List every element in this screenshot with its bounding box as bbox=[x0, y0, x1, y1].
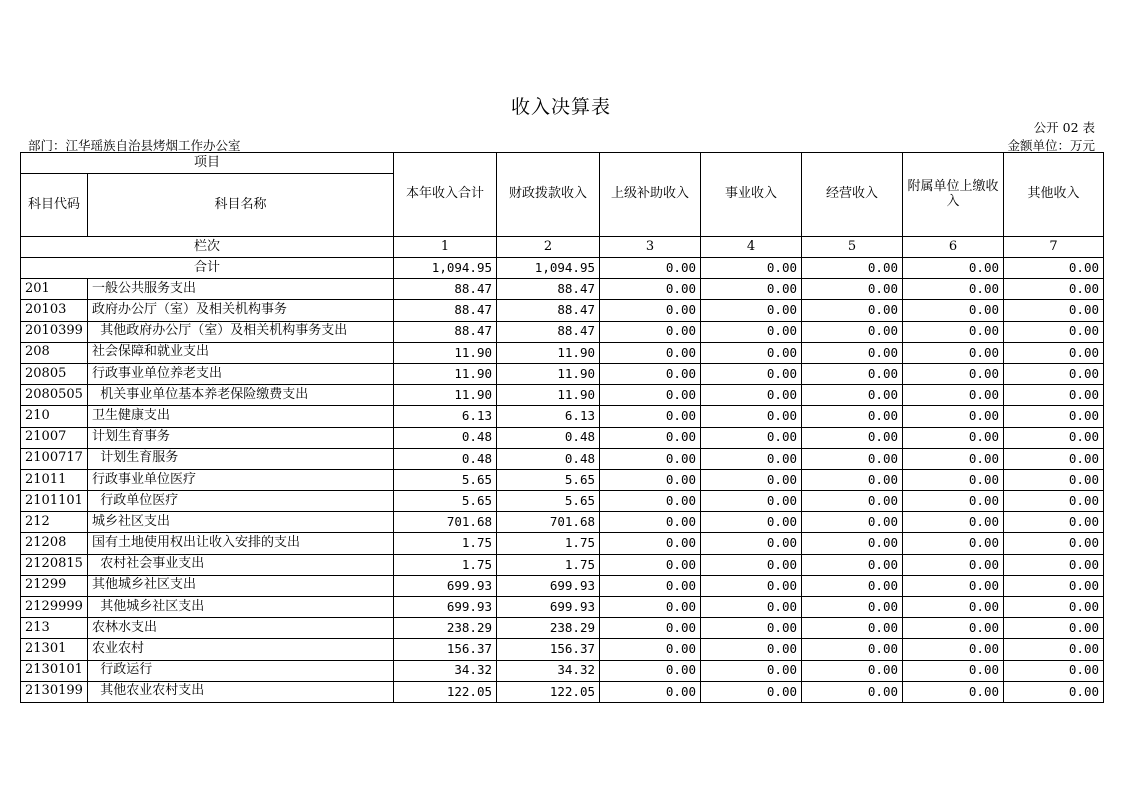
amount-cell: 6.13 bbox=[497, 406, 600, 427]
project-header: 项目 bbox=[21, 153, 394, 174]
subject-name: 其他城乡社区支出 bbox=[88, 597, 394, 618]
amount-cell: 122.05 bbox=[394, 681, 497, 702]
subject-code: 2100717 bbox=[21, 448, 88, 469]
amount-cell: 0.00 bbox=[701, 342, 802, 363]
code-header: 科目代码 bbox=[21, 174, 88, 237]
table-row bbox=[21, 491, 1104, 512]
table-row bbox=[21, 448, 1104, 469]
total-label: 合计 bbox=[21, 258, 394, 279]
subject-code: 21299 bbox=[21, 575, 88, 596]
amount-cell: 0.00 bbox=[701, 300, 802, 321]
subject-name: 计划生育事务 bbox=[88, 427, 394, 448]
amount-cell: 0.00 bbox=[701, 554, 802, 575]
amount-cell: 0.00 bbox=[1004, 448, 1104, 469]
amount-cell: 0.00 bbox=[802, 300, 903, 321]
amount-cell: 11.90 bbox=[394, 385, 497, 406]
amount-cell: 0.00 bbox=[903, 597, 1004, 618]
table-row bbox=[21, 300, 1104, 321]
amount-cell: 0.00 bbox=[802, 618, 903, 639]
amount-cell: 0.00 bbox=[802, 427, 903, 448]
subject-code: 213 bbox=[21, 618, 88, 639]
amount-cell: 0.00 bbox=[701, 512, 802, 533]
subject-code: 2080505 bbox=[21, 385, 88, 406]
total-value: 0.00 bbox=[600, 258, 701, 279]
subject-name: 社会保障和就业支出 bbox=[88, 342, 394, 363]
amount-cell: 0.00 bbox=[903, 639, 1004, 660]
amount-cell: 0.00 bbox=[701, 427, 802, 448]
table-row bbox=[21, 385, 1104, 406]
amount-cell: 0.00 bbox=[600, 575, 701, 596]
total-value: 0.00 bbox=[802, 258, 903, 279]
table-row bbox=[21, 533, 1104, 554]
subject-code: 20103 bbox=[21, 300, 88, 321]
amount-cell: 0.00 bbox=[802, 575, 903, 596]
subject-name: 其他城乡社区支出 bbox=[88, 575, 394, 596]
col-header-3: 上级补助收入 bbox=[600, 153, 701, 237]
amount-cell: 0.00 bbox=[802, 342, 903, 363]
amount-cell: 0.00 bbox=[802, 597, 903, 618]
amount-cell: 0.00 bbox=[600, 279, 701, 300]
amount-cell: 0.00 bbox=[903, 512, 1004, 533]
amount-cell: 0.00 bbox=[802, 512, 903, 533]
amount-cell: 0.00 bbox=[701, 279, 802, 300]
amount-cell: 0.00 bbox=[701, 491, 802, 512]
subject-code: 2129999 bbox=[21, 597, 88, 618]
amount-cell: 699.93 bbox=[394, 575, 497, 596]
total-value: 0.00 bbox=[903, 258, 1004, 279]
table-row bbox=[21, 575, 1104, 596]
subject-name: 行政事业单位医疗 bbox=[88, 469, 394, 490]
amount-cell: 11.90 bbox=[497, 385, 600, 406]
col-header-4: 事业收入 bbox=[701, 153, 802, 237]
table-row bbox=[21, 342, 1104, 363]
table-row bbox=[21, 406, 1104, 427]
amount-cell: 0.00 bbox=[802, 681, 903, 702]
amount-cell: 0.00 bbox=[903, 469, 1004, 490]
total-row bbox=[21, 258, 1104, 279]
amount-cell: 0.00 bbox=[903, 660, 1004, 681]
subject-name: 其他政府办公厅（室）及相关机构事务支出 bbox=[88, 321, 394, 342]
amount-cell: 0.00 bbox=[903, 321, 1004, 342]
amount-cell: 0.00 bbox=[802, 639, 903, 660]
subject-name: 行政单位医疗 bbox=[88, 491, 394, 512]
subject-code: 20805 bbox=[21, 363, 88, 384]
department-label: 部门：江华瑶族自治县烤烟工作办公室 bbox=[28, 138, 241, 153]
subject-code: 2120815 bbox=[21, 554, 88, 575]
amount-cell: 0.00 bbox=[1004, 660, 1104, 681]
amount-cell: 11.90 bbox=[394, 342, 497, 363]
amount-cell: 0.00 bbox=[1004, 321, 1104, 342]
subject-name: 其他农业农村支出 bbox=[88, 681, 394, 702]
amount-cell: 0.00 bbox=[903, 533, 1004, 554]
amount-cell: 0.00 bbox=[600, 554, 701, 575]
amount-cell: 238.29 bbox=[497, 618, 600, 639]
amount-cell: 0.00 bbox=[701, 406, 802, 427]
column-number: 7 bbox=[1004, 237, 1104, 258]
column-number: 2 bbox=[497, 237, 600, 258]
amount-cell: 0.00 bbox=[903, 279, 1004, 300]
subject-code: 201 bbox=[21, 279, 88, 300]
amount-cell: 0.00 bbox=[1004, 469, 1104, 490]
amount-cell: 0.00 bbox=[903, 427, 1004, 448]
total-value: 1,094.95 bbox=[394, 258, 497, 279]
amount-cell: 0.00 bbox=[903, 448, 1004, 469]
amount-cell: 1.75 bbox=[394, 533, 497, 554]
table-row bbox=[21, 469, 1104, 490]
amount-cell: 0.48 bbox=[497, 448, 600, 469]
amount-cell: 0.00 bbox=[600, 618, 701, 639]
amount-cell: 0.00 bbox=[1004, 512, 1104, 533]
subject-name: 农业农村 bbox=[88, 639, 394, 660]
amount-cell: 0.00 bbox=[1004, 427, 1104, 448]
amount-cell: 0.00 bbox=[1004, 533, 1104, 554]
amount-cell: 0.00 bbox=[600, 597, 701, 618]
amount-cell: 1.75 bbox=[497, 533, 600, 554]
amount-cell: 34.32 bbox=[394, 660, 497, 681]
amount-cell: 0.00 bbox=[600, 639, 701, 660]
col-header-2: 财政拨款收入 bbox=[497, 153, 600, 237]
amount-cell: 0.00 bbox=[701, 363, 802, 384]
amount-cell: 0.00 bbox=[802, 554, 903, 575]
amount-cell: 0.00 bbox=[903, 363, 1004, 384]
subject-name: 行政运行 bbox=[88, 660, 394, 681]
amount-cell: 0.00 bbox=[600, 512, 701, 533]
amount-cell: 11.90 bbox=[497, 363, 600, 384]
page-title: 收入决算表 bbox=[510, 96, 611, 118]
unit-label: 金额单位：万元 bbox=[1007, 138, 1095, 153]
amount-cell: 0.48 bbox=[394, 427, 497, 448]
amount-cell: 0.00 bbox=[600, 427, 701, 448]
amount-cell: 0.00 bbox=[600, 469, 701, 490]
table-row bbox=[21, 681, 1104, 702]
col-header-5: 经营收入 bbox=[802, 153, 903, 237]
amount-cell: 156.37 bbox=[497, 639, 600, 660]
amount-cell: 0.00 bbox=[1004, 406, 1104, 427]
amount-cell: 0.00 bbox=[1004, 681, 1104, 702]
column-number-label: 栏次 bbox=[21, 237, 394, 258]
table-row bbox=[21, 554, 1104, 575]
amount-cell: 0.00 bbox=[1004, 597, 1104, 618]
amount-cell: 0.00 bbox=[701, 448, 802, 469]
amount-cell: 0.00 bbox=[600, 363, 701, 384]
amount-cell: 5.65 bbox=[394, 469, 497, 490]
amount-cell: 0.00 bbox=[701, 533, 802, 554]
amount-cell: 0.00 bbox=[802, 491, 903, 512]
subject-code: 2130101 bbox=[21, 660, 88, 681]
amount-cell: 0.00 bbox=[802, 533, 903, 554]
amount-cell: 88.47 bbox=[497, 321, 600, 342]
amount-cell: 88.47 bbox=[394, 300, 497, 321]
amount-cell: 0.00 bbox=[903, 575, 1004, 596]
total-value: 0.00 bbox=[701, 258, 802, 279]
amount-cell: 699.93 bbox=[394, 597, 497, 618]
amount-cell: 1.75 bbox=[394, 554, 497, 575]
amount-cell: 0.48 bbox=[394, 448, 497, 469]
subject-name: 计划生育服务 bbox=[88, 448, 394, 469]
amount-cell: 0.00 bbox=[1004, 554, 1104, 575]
amount-cell: 0.00 bbox=[1004, 575, 1104, 596]
amount-cell: 5.65 bbox=[497, 469, 600, 490]
amount-cell: 0.00 bbox=[903, 618, 1004, 639]
column-number: 1 bbox=[394, 237, 497, 258]
amount-cell: 0.00 bbox=[600, 448, 701, 469]
subject-name: 卫生健康支出 bbox=[88, 406, 394, 427]
col-header-7: 其他收入 bbox=[1004, 153, 1104, 237]
column-number: 3 bbox=[600, 237, 701, 258]
amount-cell: 88.47 bbox=[497, 300, 600, 321]
amount-cell: 11.90 bbox=[497, 342, 600, 363]
amount-cell: 701.68 bbox=[497, 512, 600, 533]
amount-cell: 0.00 bbox=[802, 385, 903, 406]
subject-code: 21011 bbox=[21, 469, 88, 490]
amount-cell: 0.00 bbox=[701, 385, 802, 406]
column-number: 6 bbox=[903, 237, 1004, 258]
subject-code: 210 bbox=[21, 406, 88, 427]
amount-cell: 0.00 bbox=[802, 363, 903, 384]
amount-cell: 0.00 bbox=[701, 660, 802, 681]
subject-code: 2101101 bbox=[21, 491, 88, 512]
amount-cell: 0.00 bbox=[600, 660, 701, 681]
subject-name: 国有土地使用权出让收入安排的支出 bbox=[88, 533, 394, 554]
amount-cell: 0.00 bbox=[600, 406, 701, 427]
amount-cell: 0.00 bbox=[1004, 300, 1104, 321]
amount-cell: 0.00 bbox=[701, 618, 802, 639]
amount-cell: 0.00 bbox=[1004, 363, 1104, 384]
subject-name: 一般公共服务支出 bbox=[88, 279, 394, 300]
amount-cell: 0.00 bbox=[701, 469, 802, 490]
amount-cell: 0.00 bbox=[802, 660, 903, 681]
subject-name: 农村社会事业支出 bbox=[88, 554, 394, 575]
amount-cell: 0.00 bbox=[600, 385, 701, 406]
amount-cell: 0.00 bbox=[802, 406, 903, 427]
table-row bbox=[21, 618, 1104, 639]
amount-cell: 0.00 bbox=[802, 321, 903, 342]
table-row bbox=[21, 321, 1104, 342]
amount-cell: 0.00 bbox=[600, 681, 701, 702]
table-row bbox=[21, 597, 1104, 618]
amount-cell: 0.00 bbox=[1004, 342, 1104, 363]
amount-cell: 0.00 bbox=[1004, 618, 1104, 639]
amount-cell: 88.47 bbox=[497, 279, 600, 300]
amount-cell: 0.00 bbox=[600, 321, 701, 342]
subject-code: 21007 bbox=[21, 427, 88, 448]
amount-cell: 0.00 bbox=[903, 406, 1004, 427]
column-number: 5 bbox=[802, 237, 903, 258]
amount-cell: 11.90 bbox=[394, 363, 497, 384]
form-number: 公开 02 表 bbox=[1033, 120, 1095, 135]
amount-cell: 0.00 bbox=[600, 491, 701, 512]
subject-name: 政府办公厅（室）及相关机构事务 bbox=[88, 300, 394, 321]
amount-cell: 5.65 bbox=[497, 491, 600, 512]
amount-cell: 0.00 bbox=[701, 321, 802, 342]
subject-name: 农林水支出 bbox=[88, 618, 394, 639]
amount-cell: 0.00 bbox=[1004, 639, 1104, 660]
amount-cell: 0.00 bbox=[802, 279, 903, 300]
amount-cell: 0.00 bbox=[903, 681, 1004, 702]
amount-cell: 699.93 bbox=[497, 597, 600, 618]
total-value: 1,094.95 bbox=[497, 258, 600, 279]
amount-cell: 0.00 bbox=[903, 385, 1004, 406]
amount-cell: 1.75 bbox=[497, 554, 600, 575]
subject-code: 2010399 bbox=[21, 321, 88, 342]
amount-cell: 122.05 bbox=[497, 681, 600, 702]
amount-cell: 0.00 bbox=[701, 575, 802, 596]
amount-cell: 0.00 bbox=[701, 597, 802, 618]
amount-cell: 0.00 bbox=[600, 533, 701, 554]
table-row bbox=[21, 639, 1104, 660]
amount-cell: 0.00 bbox=[1004, 279, 1104, 300]
amount-cell: 6.13 bbox=[394, 406, 497, 427]
amount-cell: 699.93 bbox=[497, 575, 600, 596]
amount-cell: 0.00 bbox=[802, 469, 903, 490]
amount-cell: 238.29 bbox=[394, 618, 497, 639]
subject-code: 21301 bbox=[21, 639, 88, 660]
amount-cell: 0.00 bbox=[903, 491, 1004, 512]
amount-cell: 0.00 bbox=[802, 448, 903, 469]
col-header-6: 附属单位上缴收入 bbox=[903, 153, 1004, 237]
column-number: 4 bbox=[701, 237, 802, 258]
amount-cell: 0.00 bbox=[1004, 491, 1104, 512]
table-row bbox=[21, 660, 1104, 681]
amount-cell: 0.00 bbox=[1004, 385, 1104, 406]
amount-cell: 701.68 bbox=[394, 512, 497, 533]
name-header: 科目名称 bbox=[88, 174, 394, 237]
subject-name: 行政事业单位养老支出 bbox=[88, 363, 394, 384]
subject-code: 2130199 bbox=[21, 681, 88, 702]
amount-cell: 0.00 bbox=[600, 300, 701, 321]
income-table bbox=[20, 152, 1104, 703]
col-header-1: 本年收入合计 bbox=[394, 153, 497, 237]
amount-cell: 34.32 bbox=[497, 660, 600, 681]
table-row bbox=[21, 363, 1104, 384]
amount-cell: 0.00 bbox=[903, 342, 1004, 363]
table-row bbox=[21, 512, 1104, 533]
amount-cell: 0.00 bbox=[701, 681, 802, 702]
amount-cell: 0.00 bbox=[903, 554, 1004, 575]
subject-code: 21208 bbox=[21, 533, 88, 554]
amount-cell: 5.65 bbox=[394, 491, 497, 512]
subject-code: 212 bbox=[21, 512, 88, 533]
amount-cell: 88.47 bbox=[394, 321, 497, 342]
table-row bbox=[21, 427, 1104, 448]
subject-code: 208 bbox=[21, 342, 88, 363]
table-row bbox=[21, 279, 1104, 300]
amount-cell: 0.00 bbox=[600, 342, 701, 363]
amount-cell: 156.37 bbox=[394, 639, 497, 660]
total-value: 0.00 bbox=[1004, 258, 1104, 279]
amount-cell: 0.00 bbox=[701, 639, 802, 660]
subject-name: 城乡社区支出 bbox=[88, 512, 394, 533]
amount-cell: 0.00 bbox=[903, 300, 1004, 321]
amount-cell: 0.48 bbox=[497, 427, 600, 448]
subject-name: 机关事业单位基本养老保险缴费支出 bbox=[88, 385, 394, 406]
amount-cell: 88.47 bbox=[394, 279, 497, 300]
